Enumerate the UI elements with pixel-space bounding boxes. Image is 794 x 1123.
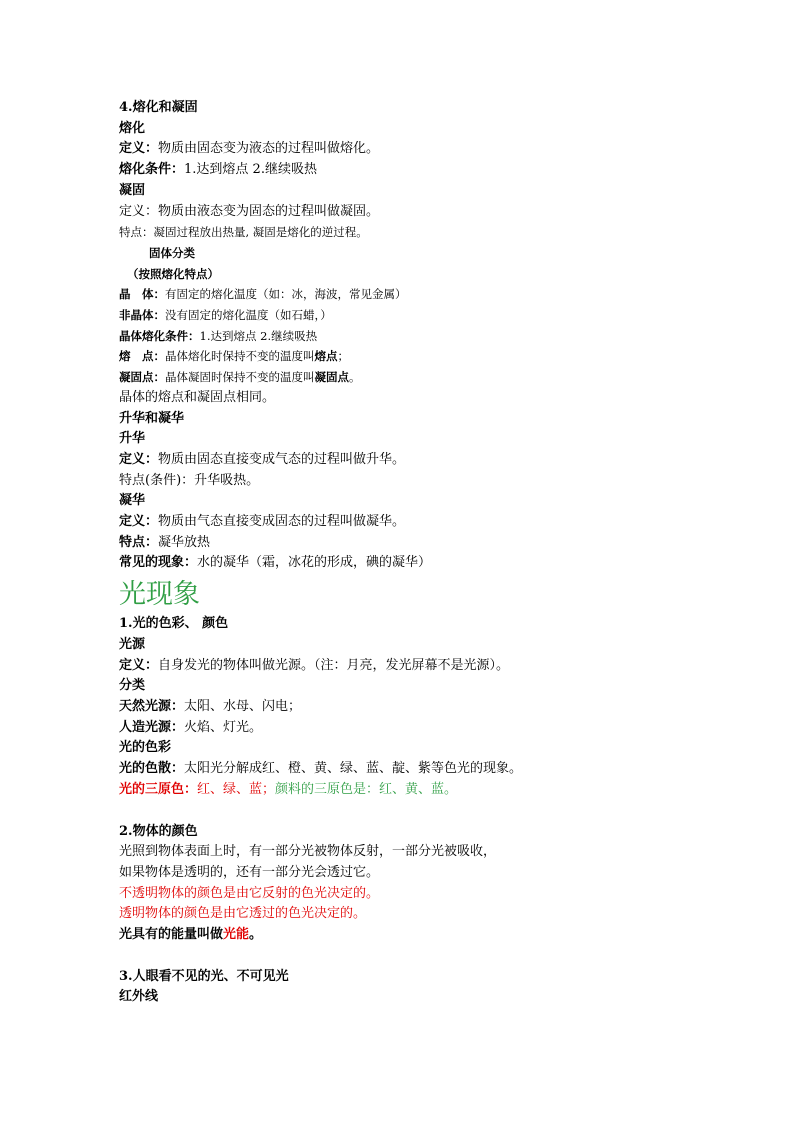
transparent-object-color: 透明物体的颜色是由它透过的色光决定的。: [119, 906, 367, 922]
freezing-point-text: 晶体凝固时保持不变的温度叫: [165, 370, 315, 385]
deposition-def-label: 定义：: [119, 514, 159, 530]
crystal-cond-label: 晶体熔化条件：: [119, 328, 200, 343]
sublimation-feature: 特点(条件)：升华吸热。: [119, 472, 260, 488]
dispersion-text: 太阳光分解成红、橙、黄、绿、蓝、靛、紫等色光的现象。: [184, 761, 523, 777]
document-page: [119, 98, 679, 1008]
sublimation-section-title: 升华和凝华: [119, 410, 185, 426]
artificial-label: 人造光源：: [119, 719, 185, 735]
crystal-melting-condition: [119, 326, 679, 347]
freezing-point-end: 。: [349, 370, 361, 385]
dispersion-label: 光的色散：: [119, 761, 185, 777]
object-color-line-2: 如果物体是透明的，还有一部分光会透过它。: [119, 864, 380, 880]
dispersion-line: [119, 759, 679, 780]
light-classification-heading: 分类: [119, 678, 146, 694]
light-energy-end: 。: [249, 927, 263, 943]
natural-light-source: [119, 697, 679, 718]
deposition-feature: [119, 533, 679, 554]
sublimation-def-label: 定义：: [119, 451, 159, 467]
light-source-definition: [119, 656, 679, 677]
freezing-heading: 凝固: [119, 182, 146, 198]
spacer: [119, 946, 679, 967]
light-source-def-label: 定义：: [119, 657, 159, 673]
deposition-common: [119, 553, 679, 574]
crystal-same-point: 晶体的熔点和凝固点相同。: [119, 389, 276, 405]
natural-text: 太阳、水母、闪电；: [184, 698, 302, 714]
melting-definition: [119, 139, 679, 160]
deposition-feature-label: 特点：: [119, 534, 159, 550]
freezing-point-line: [119, 367, 679, 388]
light-section-2-title: 2.物体的颜色: [119, 823, 198, 839]
deposition-feature-text: 凝华放热: [158, 534, 211, 550]
primary-colors-text: 红、绿、蓝；: [197, 781, 276, 797]
melting-cond-label: 熔化条件：: [119, 162, 185, 178]
melting-point-line: [119, 346, 679, 367]
deposition-common-text: 水的凝华（霜，冰花的形成，碘的凝华）: [197, 555, 432, 571]
light-energy-line: [119, 925, 679, 946]
light-source-def-text: 自身发光的物体叫做光源。（注：月亮，发光屏幕不是光源）。: [158, 657, 510, 673]
artificial-light-source: [119, 718, 679, 739]
deposition-definition: [119, 512, 679, 533]
melting-condition: [119, 160, 679, 181]
pigment-colors-text: 颜料的三原色是：红、黄、蓝。: [275, 781, 458, 797]
light-source-heading: 光源: [119, 636, 146, 652]
chapter-title-light: 光现象: [119, 579, 200, 611]
crystal-cond-text: 1.达到熔点 2.继续吸热: [199, 328, 318, 343]
melting-point-end: ；: [337, 349, 349, 364]
melting-cond-text: 1.达到熔点 2.继续吸热: [184, 162, 317, 178]
solid-classification-subheading: （按照熔化特点）: [127, 266, 219, 281]
deposition-heading: 凝华: [119, 493, 146, 509]
light-energy-term: 光能: [223, 927, 250, 943]
section-4-title: 4.熔化和凝固: [119, 100, 198, 115]
object-color-line-1: 光照到物体表面上时，有一部分光被物体反射，一部分光被吸收，: [119, 844, 497, 860]
light-section-1-title: 1.光的色彩、 颜色: [119, 616, 229, 632]
artificial-text: 火焰、灯光。: [184, 719, 263, 735]
spacer: [119, 801, 679, 822]
opaque-object-color: 不透明物体的颜色是由它反射的色光决定的。: [119, 885, 380, 901]
primary-colors-label: 光的三原色：: [119, 781, 198, 797]
freezing-point-label: 凝固点：: [119, 370, 165, 385]
melting-heading: 熔化: [119, 120, 146, 136]
solid-classification-heading: 固体分类: [149, 245, 195, 260]
light-color-heading: 光的色彩: [119, 740, 172, 756]
natural-label: 天然光源：: [119, 698, 185, 714]
primary-colors-line: [119, 780, 679, 801]
light-section-3-title: 3.人眼看不见的光、不可见光: [119, 968, 289, 984]
melting-def-text: 物质由固态变为液态的过程叫做熔化。: [158, 141, 380, 157]
melting-point-text: 晶体熔化时保持不变的温度叫: [165, 349, 315, 364]
crystal-text: 有固定的熔化温度（如：冰，海波，常见金属）: [165, 287, 407, 302]
amorphous-label: 非晶体：: [119, 308, 165, 323]
melting-point-label: 熔 点：: [119, 349, 165, 364]
freezing-feature: 特点：凝固过程放出热量, 凝固是熔化的逆过程。: [119, 225, 368, 240]
amorphous-line: [119, 305, 679, 326]
freezing-definition: 定义：物质由液态变为固态的过程叫做凝固。: [119, 203, 380, 219]
sublimation-definition: [119, 450, 679, 471]
deposition-def-text: 物质由气态直接变成固态的过程叫做凝华。: [158, 514, 406, 530]
freezing-point-term: 凝固点: [314, 370, 349, 385]
melting-point-term: 熔点: [314, 349, 338, 364]
infrared-heading: 红外线: [119, 989, 159, 1005]
crystal-line: [119, 284, 679, 305]
sublimation-def-text: 物质由固态直接变成气态的过程叫做升华。: [158, 451, 406, 467]
amorphous-text: 没有固定的熔化温度（如石蜡，）: [165, 308, 332, 323]
sublimation-heading: 升华: [119, 431, 146, 447]
melting-def-label: 定义：: [119, 141, 159, 157]
crystal-label: 晶 体：: [119, 287, 165, 302]
deposition-common-label: 常见的现象：: [119, 555, 198, 571]
light-energy-text: 光具有的能量叫做: [119, 927, 224, 943]
